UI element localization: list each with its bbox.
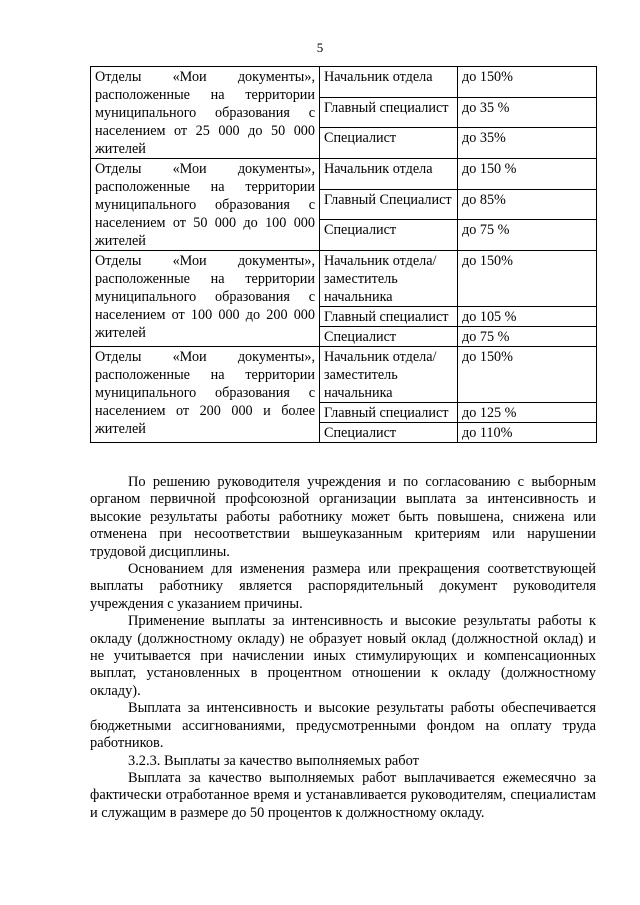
table-row xyxy=(91,251,597,307)
paragraph-quality-payment: Выплата за качество выполняемых работ выплачивается ежемесячно за фактически отработанное время и устанавливается руководителям, специалистам и служащим в размере до 50 процентов к должностному окладу. xyxy=(90,769,596,821)
payment-percent-cell: до 110% xyxy=(458,423,597,443)
table-row xyxy=(91,67,597,98)
position-cell: Начальник отдела xyxy=(320,67,458,98)
staff-payment-table xyxy=(90,66,597,443)
payment-percent-cell: до 35% xyxy=(458,128,597,159)
payment-percent-cell: до 150% xyxy=(458,347,597,403)
position-cell: Главный специалист xyxy=(320,97,458,128)
position-cell: Начальник отдела/ заместитель начальника xyxy=(320,347,458,403)
payment-percent-cell: до 75 % xyxy=(458,327,597,347)
paragraph-basis: Основанием для изменения размера или прекращения соответствующей выплаты работнику является распорядительный документ руководителя учреждения с указанием причины. xyxy=(90,561,596,612)
payment-percent-cell: до 75 % xyxy=(458,220,597,251)
position-cell: Специалист xyxy=(320,327,458,347)
payment-percent-cell: до 150% xyxy=(458,67,597,98)
department-cell: Отделы «Мои документы», расположенные на территории муниципального образования с населением от 25 000 до 50 000 жителей xyxy=(91,67,320,159)
paragraph-decision: По решению руководителя учреждения и по согласованию с выборным органом первичной профсоюзной организации выплата за интенсивность и высокие результаты работы работнику может быть повышена, снижена или отменена при несоответствии вышеуказанным критериям или нарушении трудовой дисциплины. xyxy=(90,474,596,560)
table-row xyxy=(91,347,597,403)
position-cell: Специалист xyxy=(320,128,458,159)
paragraph-application: Применение выплаты за интенсивность и высокие результаты работы к окладу (должностному окладу) не образует новый оклад (должностной оклад) и не учитывается при начислении иных стимулирующих и компенсационных выплат, установленных в процентном отношении к окладу (должностному окладу). xyxy=(90,613,596,699)
payment-percent-cell: до 35 % xyxy=(458,97,597,128)
payment-percent-cell: до 150% xyxy=(458,251,597,307)
position-cell: Главный Специалист xyxy=(320,189,458,220)
position-cell: Специалист xyxy=(320,423,458,443)
payment-percent-cell: до 125 % xyxy=(458,403,597,423)
department-cell: Отделы «Мои документы», расположенные на территории муниципального образования с населением от 100 000 до 200 000 жителей xyxy=(91,251,320,347)
department-cell: Отделы «Мои документы», расположенные на территории муниципального образования с населением от 50 000 до 100 000 жителей xyxy=(91,159,320,251)
page-number: 5 xyxy=(316,40,324,55)
payment-percent-cell: до 85% xyxy=(458,189,597,220)
payment-percent-cell: до 150 % xyxy=(458,159,597,190)
position-cell: Специалист xyxy=(320,220,458,251)
body-text xyxy=(90,474,596,822)
department-cell: Отделы «Мои документы», расположенные на территории муниципального образования с населением от 200 000 и более жителей xyxy=(91,347,320,443)
position-cell: Главный специалист xyxy=(320,403,458,423)
section-heading: 3.2.3. Выплаты за качество выполняемых работ xyxy=(128,752,419,769)
paragraph-funding: Выплата за интенсивность и высокие результаты работы обеспечивается бюджетными ассигнованиями, предусмотренными фондом на оплату труда работников. xyxy=(90,700,596,752)
position-cell: Начальник отдела/ заместитель начальника xyxy=(320,251,458,307)
payment-percent-cell: до 105 % xyxy=(458,307,597,327)
position-cell: Начальник отдела xyxy=(320,159,458,190)
position-cell: Главный специалист xyxy=(320,307,458,327)
table-row xyxy=(91,159,597,190)
